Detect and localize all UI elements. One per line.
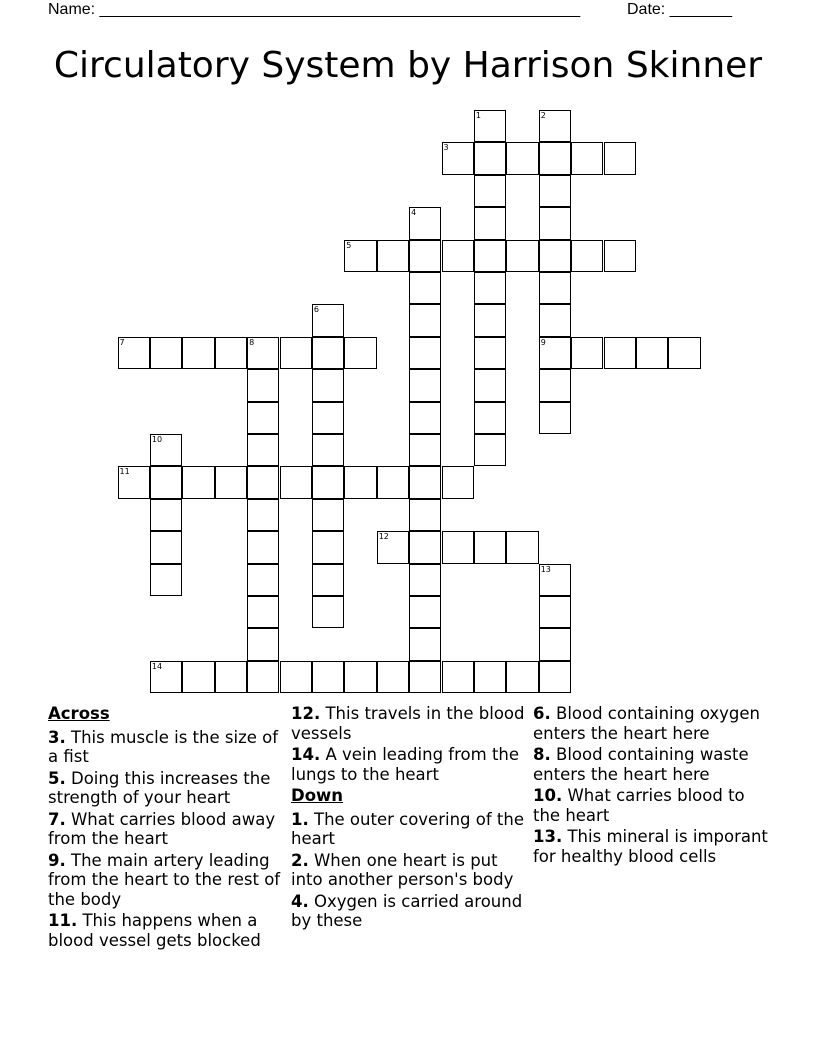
grid-cell[interactable] [409, 661, 441, 693]
grid-cell[interactable] [247, 369, 279, 401]
grid-cell[interactable] [409, 564, 441, 596]
clue-item-text: This muscle is the size of a fist [48, 727, 279, 766]
clue-item [533, 827, 771, 866]
clue-number: 8 [249, 337, 255, 347]
clue-item-number: 2. [291, 850, 309, 870]
clue-item-number: 12. [291, 704, 321, 723]
clue-item [533, 704, 771, 743]
clue-item-text: Doing this increases the strength of your heart [48, 768, 271, 807]
grid-cell[interactable] [280, 661, 312, 693]
clue-number: 2 [540, 111, 546, 120]
grid-cell[interactable] [247, 531, 279, 563]
grid-cell[interactable] [312, 434, 344, 466]
clue-item-text: Blood containing waste enters the heart here [533, 745, 749, 784]
grid-cell[interactable] [409, 628, 441, 660]
grid-cell[interactable] [409, 304, 441, 336]
grid-cell[interactable] [539, 207, 571, 239]
grid-cell[interactable] [506, 240, 538, 272]
clue-item-number: 7. [48, 809, 66, 829]
grid-cell[interactable] [474, 142, 506, 174]
grid-cell[interactable] [539, 628, 571, 660]
grid-cell[interactable] [118, 337, 150, 369]
clue-number: 11 [119, 467, 130, 477]
clue-item-text: The outer covering of the heart [291, 809, 524, 848]
grid-cell[interactable] [604, 240, 636, 272]
grid-cell[interactable] [474, 434, 506, 466]
grid-cell[interactable] [150, 531, 182, 563]
grid-cell[interactable] [150, 661, 182, 693]
grid-cell[interactable] [150, 434, 182, 466]
grid-cell[interactable] [312, 337, 344, 369]
grid-cell[interactable] [312, 369, 344, 401]
clue-item [291, 704, 529, 743]
clue-heading-down: Down [291, 786, 344, 805]
grid-cell[interactable] [344, 661, 376, 693]
grid-cell[interactable] [312, 499, 344, 531]
grid-cell[interactable] [539, 564, 571, 596]
grid-cell[interactable] [539, 369, 571, 401]
grid-cell[interactable] [539, 142, 571, 174]
clue-item [48, 810, 286, 849]
clue-item [533, 745, 771, 784]
clue-item [48, 851, 286, 910]
grid-cell[interactable] [409, 434, 441, 466]
clue-item-number: 1. [291, 809, 309, 829]
clue-item-number: 3. [48, 727, 66, 747]
grid-cell[interactable] [247, 564, 279, 596]
grid-cell[interactable] [377, 240, 409, 272]
clue-number: 9 [540, 337, 546, 347]
grid-cell[interactable] [409, 531, 441, 563]
clue-number: 3 [443, 143, 449, 153]
clue-item [48, 769, 286, 808]
grid-cell[interactable] [539, 175, 571, 207]
clue-number: 4 [411, 208, 417, 218]
grid-cell[interactable] [280, 466, 312, 498]
grid-cell[interactable] [442, 466, 474, 498]
clue-item-text: This travels in the blood vessels [291, 704, 525, 743]
grid-cell[interactable] [571, 142, 603, 174]
grid-cell[interactable] [474, 369, 506, 401]
clue-number: 10 [151, 435, 163, 444]
clue-item-text: This happens when a blood vessel gets blocked [48, 911, 261, 950]
grid-cell[interactable] [539, 272, 571, 304]
grid-cell[interactable] [182, 337, 214, 369]
grid-cell[interactable] [409, 499, 441, 531]
clue-item [291, 851, 529, 890]
clue-number: 7 [119, 337, 125, 347]
grid-cell[interactable] [474, 661, 506, 693]
grid-cell[interactable] [312, 402, 344, 434]
grid-cell[interactable] [409, 207, 441, 239]
grid-cell[interactable] [215, 466, 247, 498]
grid-cell[interactable] [182, 466, 214, 498]
clue-item-number: 11. [48, 911, 78, 930]
grid-cell[interactable] [506, 531, 538, 563]
clue-item-text: What carries blood away from the heart [48, 809, 276, 848]
clue-item [291, 745, 529, 784]
clue-item-text: A vein leading from the lungs to the heart [291, 745, 520, 784]
grid-cell[interactable] [344, 337, 376, 369]
grid-cell[interactable] [182, 661, 214, 693]
grid-cell[interactable] [474, 531, 506, 563]
clue-item-number: 9. [48, 850, 66, 870]
grid-cell[interactable] [571, 337, 603, 369]
page-title: Circulatory System by Harrison Skinner [53, 45, 763, 86]
grid-cell[interactable] [409, 402, 441, 434]
clue-item [533, 786, 771, 825]
grid-cell[interactable] [247, 466, 279, 498]
clue-item [291, 810, 529, 849]
clue-number: 13 [540, 564, 551, 574]
grid-cell[interactable] [150, 337, 182, 369]
grid-cell[interactable] [409, 596, 441, 628]
name-line: Name: ______________________________________________________ [48, 1, 581, 18]
grid-cell[interactable] [312, 531, 344, 563]
grid-cell[interactable] [539, 110, 571, 142]
clue-item-text: Blood containing oxygen enters the heart here [533, 704, 761, 743]
grid-cell[interactable] [280, 337, 312, 369]
grid-cell[interactable] [312, 596, 344, 628]
grid-cell[interactable] [636, 337, 668, 369]
grid-cell[interactable] [247, 596, 279, 628]
grid-cell[interactable] [215, 337, 247, 369]
clue-heading-across: Across [48, 704, 110, 723]
grid-cell[interactable] [506, 661, 538, 693]
grid-cell[interactable] [409, 337, 441, 369]
grid-cell[interactable] [571, 240, 603, 272]
clue-item-number: 6. [533, 704, 551, 723]
date-line: Date: _______ [627, 1, 732, 18]
clue-number: 14 [151, 661, 163, 671]
clue-item-number: 13. [533, 827, 563, 846]
grid-cell[interactable] [247, 402, 279, 434]
grid-cell[interactable] [474, 304, 506, 336]
grid-cell[interactable] [409, 466, 441, 498]
grid-cell[interactable] [442, 661, 474, 693]
grid-cell[interactable] [539, 596, 571, 628]
clue-item-number: 4. [291, 891, 309, 911]
clue-number: 1 [475, 111, 481, 120]
grid-cell[interactable] [474, 272, 506, 304]
clue-column-3 [533, 704, 771, 868]
grid-cell[interactable] [474, 207, 506, 239]
grid-cell[interactable] [442, 142, 474, 174]
clue-item [291, 892, 529, 931]
grid-cell[interactable] [247, 628, 279, 660]
grid-cell[interactable] [247, 499, 279, 531]
grid-cell[interactable] [247, 434, 279, 466]
grid-cell[interactable] [409, 272, 441, 304]
clue-column-2 [291, 704, 529, 933]
grid-cell[interactable] [474, 175, 506, 207]
grid-cell[interactable] [312, 661, 344, 693]
clue-item-text: The main artery leading from the heart to the rest of the body [48, 850, 281, 909]
grid-cell[interactable] [539, 304, 571, 336]
grid-cell[interactable] [474, 402, 506, 434]
grid-cell[interactable] [474, 110, 506, 142]
clue-item-number: 8. [533, 745, 551, 764]
clue-item-text: This mineral is imporant for healthy blood cells [533, 827, 768, 866]
clue-item-number: 14. [291, 745, 321, 764]
grid-cell[interactable] [344, 240, 376, 272]
clue-column-1 [48, 704, 286, 952]
clue-item-number: 5. [48, 768, 66, 788]
grid-cell[interactable] [442, 531, 474, 563]
grid-cell[interactable] [377, 661, 409, 693]
clue-item-text: What carries blood to the heart [533, 786, 745, 825]
clue-item-number: 10. [533, 786, 563, 805]
grid-cell[interactable] [312, 466, 344, 498]
clue-item [48, 728, 286, 767]
grid-cell[interactable] [312, 564, 344, 596]
grid-cell[interactable] [539, 661, 571, 693]
clue-item-text: When one heart is put into another person's body [291, 850, 514, 889]
grid-cell[interactable] [247, 337, 279, 369]
grid-cell[interactable] [377, 531, 409, 563]
grid-cell[interactable] [409, 369, 441, 401]
grid-cell[interactable] [409, 240, 441, 272]
clue-item [48, 911, 286, 950]
grid-cell[interactable] [604, 337, 636, 369]
grid-cell[interactable] [539, 402, 571, 434]
grid-cell[interactable] [312, 304, 344, 336]
grid-cell[interactable] [539, 337, 571, 369]
clue-item-text: Oxygen is carried around by these [291, 891, 523, 930]
grid-cell[interactable] [539, 240, 571, 272]
grid-cell[interactable] [604, 142, 636, 174]
grid-cell[interactable] [150, 564, 182, 596]
clue-number: 6 [313, 305, 319, 315]
grid-cell[interactable] [150, 466, 182, 498]
grid-cell[interactable] [247, 661, 279, 693]
grid-cell[interactable] [668, 337, 700, 369]
grid-cell[interactable] [506, 142, 538, 174]
grid-cell[interactable] [150, 499, 182, 531]
clue-number: 5 [346, 240, 352, 250]
grid-cell[interactable] [442, 240, 474, 272]
grid-cell[interactable] [344, 466, 376, 498]
grid-cell[interactable] [377, 466, 409, 498]
grid-cell[interactable] [474, 337, 506, 369]
grid-cell[interactable] [215, 661, 247, 693]
grid-cell[interactable] [474, 240, 506, 272]
grid-cell[interactable] [118, 466, 150, 498]
clue-number: 12 [378, 532, 389, 542]
